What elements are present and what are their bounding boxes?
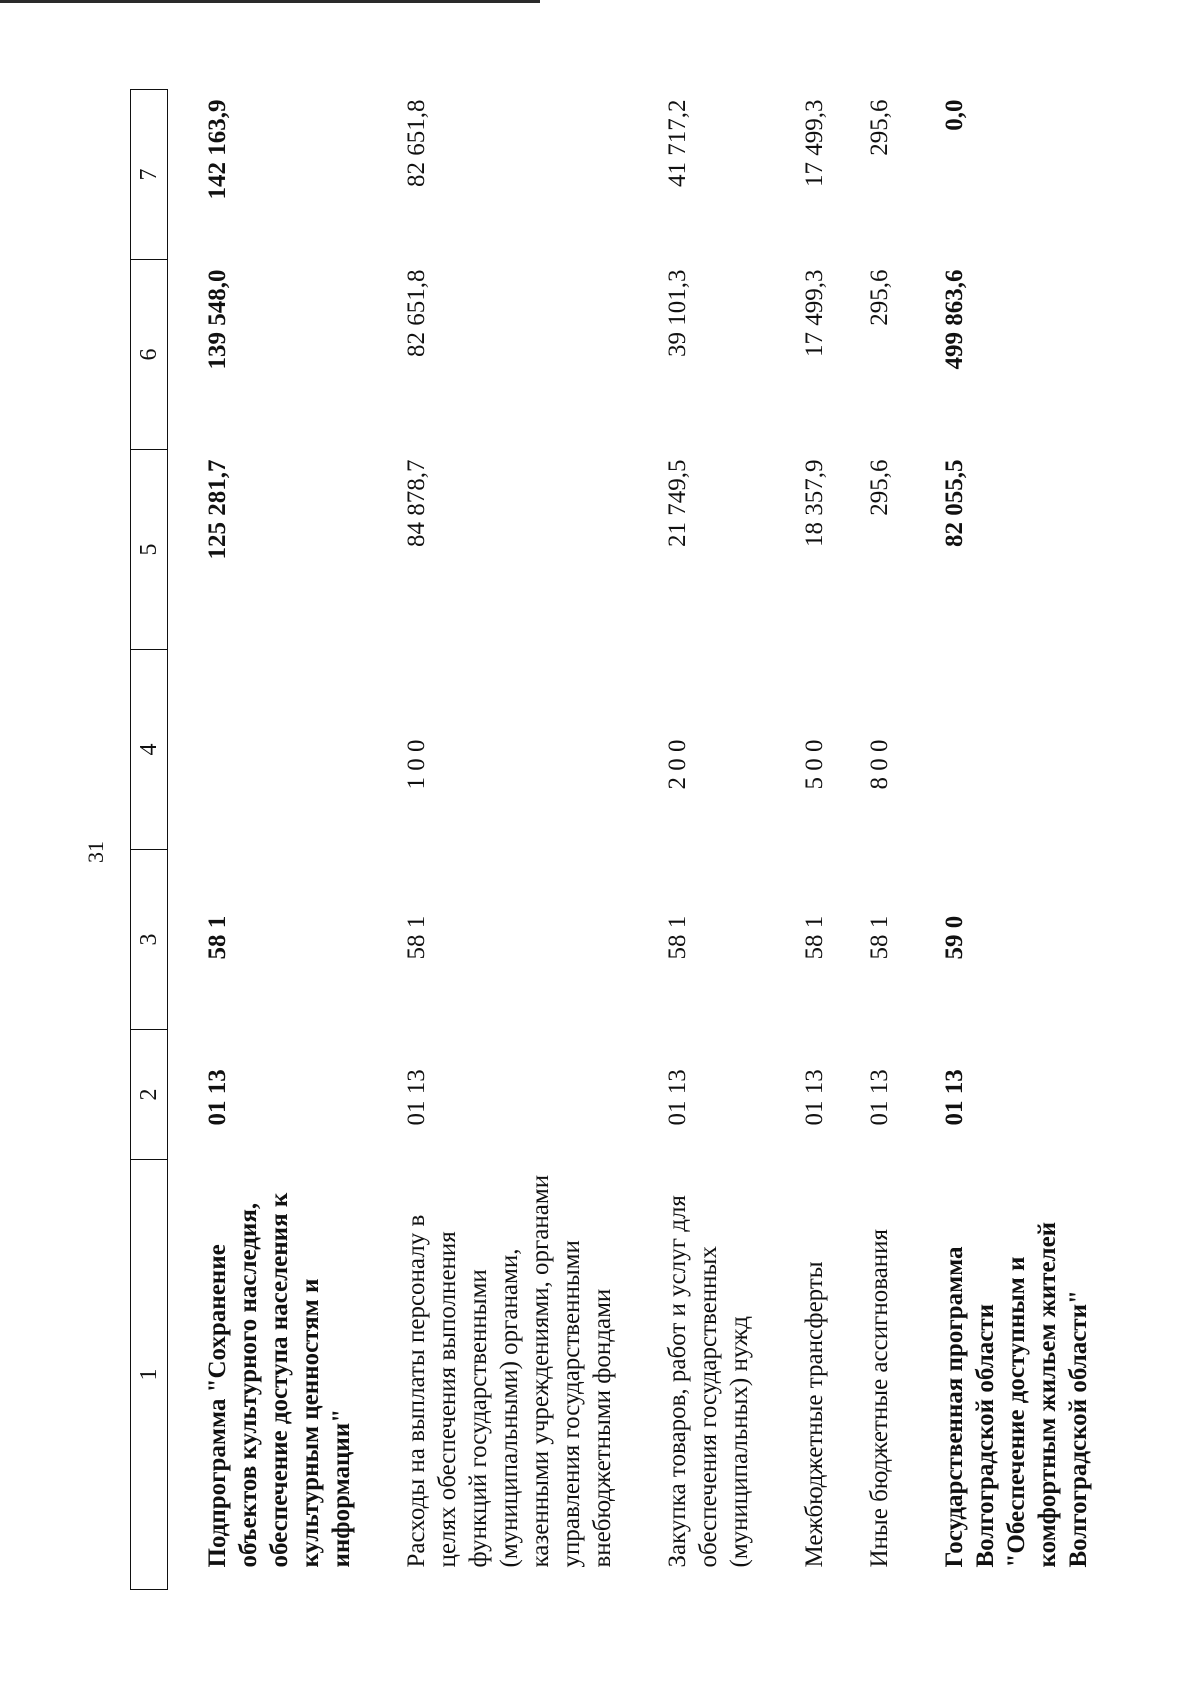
row-expense-type: 8 0 0 <box>866 739 893 790</box>
scan-edge <box>0 0 540 3</box>
row-section-code: 01 13 <box>941 1069 968 1126</box>
row-name: Государственная программа Волгоградской области "Обеспечение доступным и комфортным жильем жителей Волгоградской области" <box>941 1221 1092 1568</box>
row-amount-year2: 82 651,8 <box>403 269 430 357</box>
row-amount-year3: 41 717,2 <box>664 99 691 187</box>
page-number: 31 <box>83 841 108 863</box>
rotated-table-container <box>130 90 1130 1590</box>
row-amount-year2: 139 548,0 <box>204 269 231 370</box>
row-target-code: 59 0 <box>941 915 968 960</box>
spacer-row <box>755 90 799 1590</box>
header-col-4: 4 <box>131 650 168 850</box>
row-amount-year3: 142 163,9 <box>204 99 231 200</box>
table-row <box>799 90 830 1590</box>
row-target-code: 58 1 <box>866 915 893 960</box>
row-amount-year1: 82 055,5 <box>941 459 968 547</box>
header-col-5: 5 <box>131 450 168 650</box>
row-amount-year2: 499 863,6 <box>941 269 968 370</box>
row-section-code: 01 13 <box>204 1069 231 1126</box>
row-name: Закупка товаров, работ и услуг для обеспечения государственных (муниципальных) нужд <box>664 1195 753 1568</box>
row-amount-year2: 17 499,3 <box>801 269 828 357</box>
row-amount-year1: 18 357,9 <box>801 459 828 547</box>
row-amount-year3: 0,0 <box>941 99 968 131</box>
header-col-3: 3 <box>131 850 168 1030</box>
row-amount-year2: 39 101,3 <box>664 269 691 357</box>
row-section-code: 01 13 <box>801 1069 828 1126</box>
spacer-row <box>895 90 939 1590</box>
row-amount-year1: 84 878,7 <box>403 459 430 547</box>
table-row <box>939 90 1094 1590</box>
header-col-1: 1 <box>131 1160 168 1590</box>
row-name: Межбюджетные трансферты <box>801 1261 828 1568</box>
spacer-row <box>618 90 662 1590</box>
table-header-row <box>131 90 168 1590</box>
row-amount-year1: 295,6 <box>866 459 893 516</box>
spacer-row <box>830 90 864 1590</box>
header-col-7: 7 <box>131 90 168 260</box>
row-expense-type <box>202 650 357 850</box>
table-row <box>662 90 755 1590</box>
row-amount-year2: 295,6 <box>866 269 893 326</box>
row-name: Иные бюджетные ассигнования <box>866 1228 893 1568</box>
row-target-code: 58 1 <box>403 915 430 960</box>
row-expense-type: 2 0 0 <box>664 739 691 790</box>
row-target-code: 58 1 <box>801 915 828 960</box>
row-section-code: 01 13 <box>866 1069 893 1126</box>
row-amount-year1: 125 281,7 <box>204 459 231 560</box>
row-name: Подпрограмма "Сохранение объектов культурного наследия, обеспечение доступа населения к культурным ценностям и информации" <box>204 1192 355 1568</box>
spacer-row <box>357 90 401 1590</box>
budget-table <box>130 89 1094 1590</box>
table-row <box>864 90 895 1590</box>
table-row <box>401 90 618 1590</box>
row-name: Расходы на выплаты персоналу в целях обеспечения выполнения функций государственными (муниципальными) органами, казенными учреждениями, органами управления государственными внебюджетными фондами <box>403 1174 616 1568</box>
header-col-2: 2 <box>131 1030 168 1160</box>
row-amount-year3: 295,6 <box>866 99 893 156</box>
table-row <box>202 90 357 1590</box>
row-target-code: 58 1 <box>204 915 231 960</box>
row-expense-type: 1 0 0 <box>403 739 430 790</box>
row-amount-year3: 82 651,8 <box>403 99 430 187</box>
row-expense-type <box>939 650 1094 850</box>
header-col-6: 6 <box>131 260 168 450</box>
row-expense-type: 5 0 0 <box>801 739 828 790</box>
row-section-code: 01 13 <box>403 1069 430 1126</box>
row-target-code: 58 1 <box>664 915 691 960</box>
row-amount-year3: 17 499,3 <box>801 99 828 187</box>
spacer-row <box>168 90 203 1590</box>
row-amount-year1: 21 749,5 <box>664 459 691 547</box>
row-section-code: 01 13 <box>664 1069 691 1126</box>
